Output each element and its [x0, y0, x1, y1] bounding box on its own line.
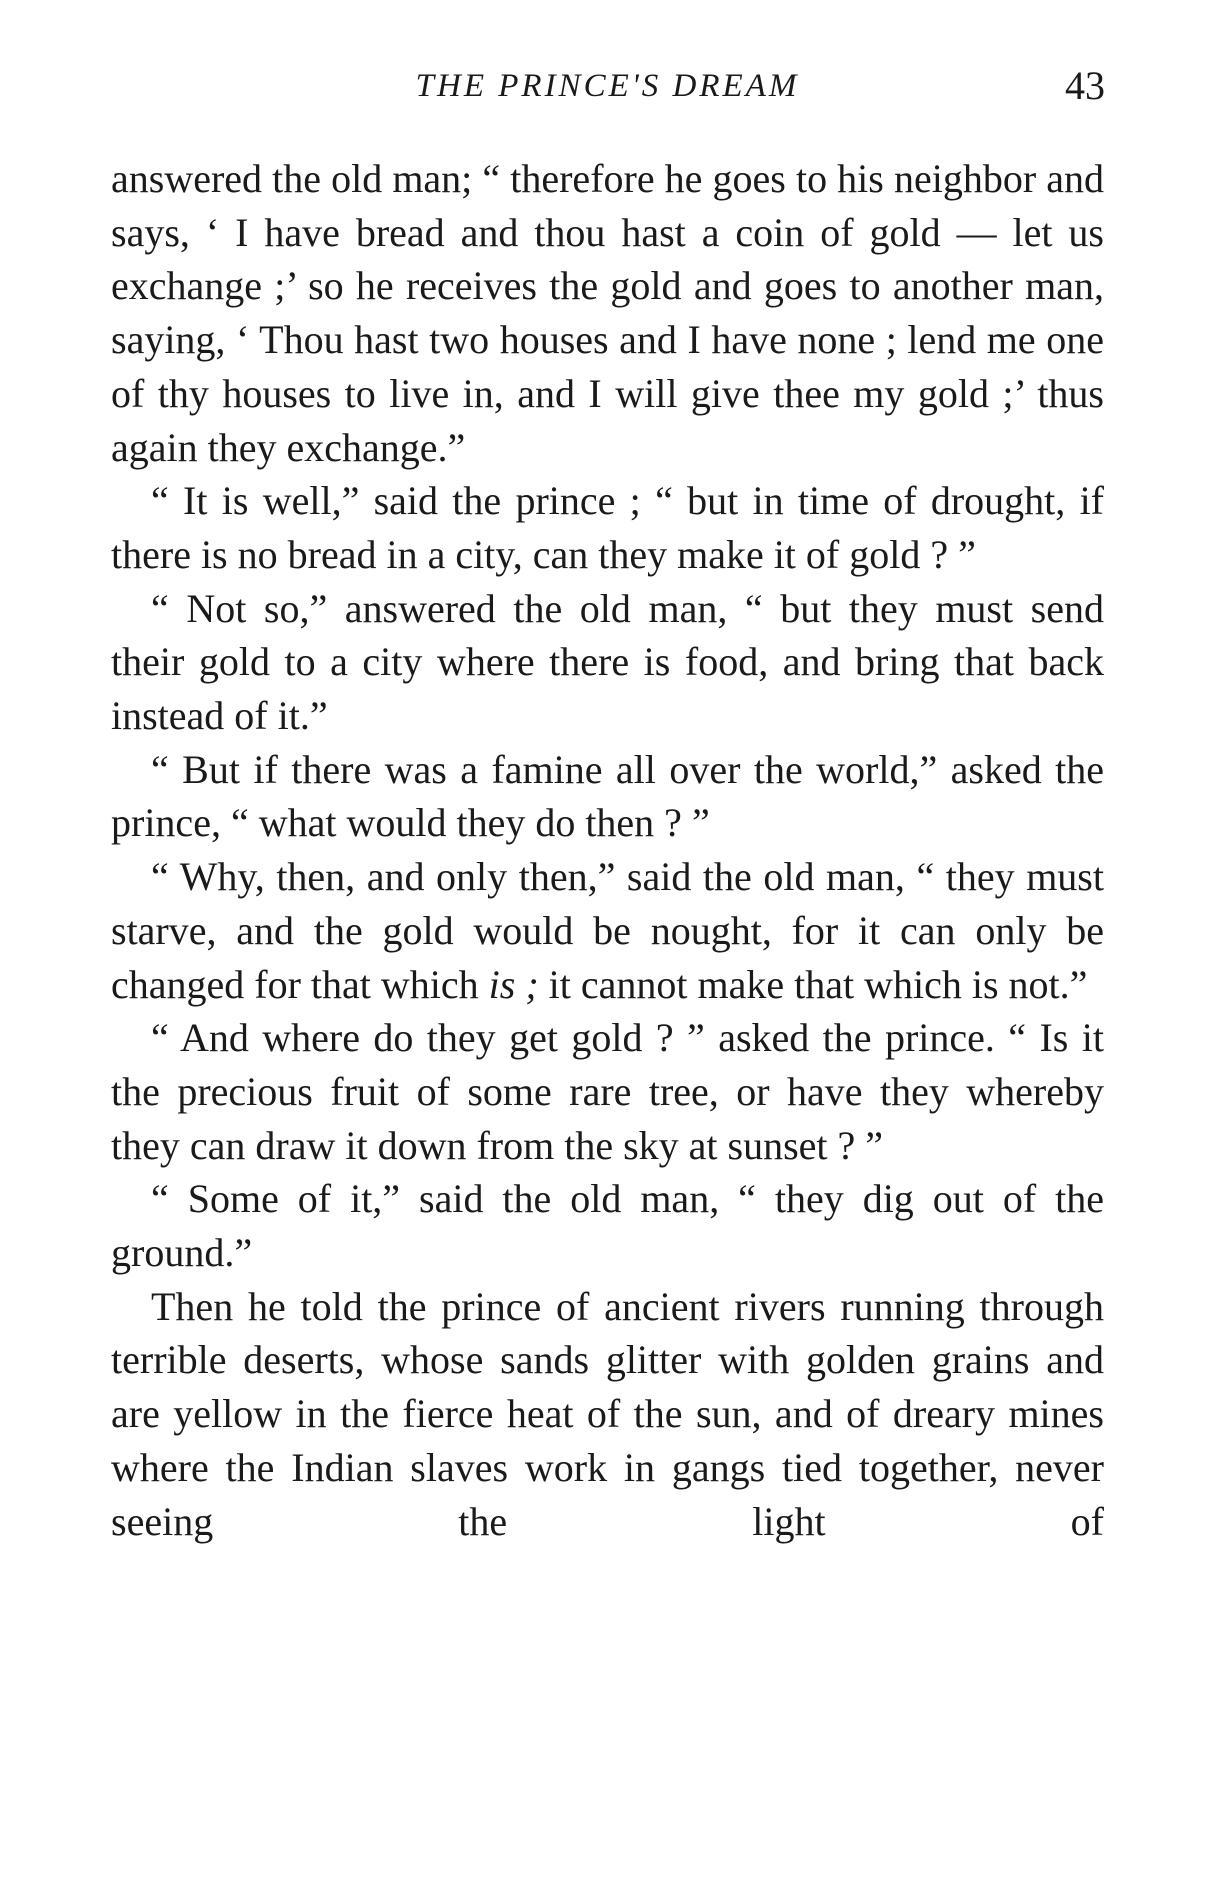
paragraph-5-text-before: “ Why, then, and only then,” said the old man, “ they must starve, and the gold would be nought, for it can only be changed for that which — [111, 854, 1104, 1007]
paragraph-5-text-after: it cannot make that which is not.” — [538, 961, 1088, 1007]
paragraph-1: answered the old man; “ therefore he goes to his neighbor and says, ‘ I have bread and thou hast a coin of gold — let us exchange ;’ so he receives the gold and goes to another man, saying, ‘ Thou hast two houses and I have none ; lend me one of thy houses to live in, and I will give thee my gold ;’ thus again they exchange.” — [111, 156, 1104, 470]
paragraph-4: “ But if there was a famine all over the world,” asked the prince, “ what would they do then ? ” — [111, 746, 1104, 846]
paragraph-8: Then he told the prince of ancient rivers running through terrible deserts, whose sands glitter with golden grains and are yellow in the fierce heat of the sun, and of dreary mines where the Indian slaves work in gangs tied together, never seeing the light of — [111, 1283, 1104, 1544]
paragraph-2: “ It is well,” said the prince ; “ but in time of drought, if there is no bread in a city, can they make it of gold ? ” — [111, 478, 1104, 577]
running-head — [110, 62, 1105, 122]
page-number: 43 — [1065, 63, 1105, 108]
paragraph-5-emphasis: is ; — [488, 961, 539, 1007]
paragraph-5 — [111, 850, 1104, 1011]
running-title: THE PRINCE'S DREAM — [415, 68, 800, 104]
paragraph-3: “ Not so,” answered the old man, “ but they must send their gold to a city where there is food, and bring that back instead of it.” — [111, 585, 1104, 739]
paragraph-6: “ And where do they get gold ? ” asked the prince. “ Is it the precious fruit of some rare tree, or have they whereby they can draw it down from the sky at sunset ? ” — [111, 1015, 1104, 1168]
body-text — [111, 152, 1104, 1548]
paragraph-7: “ Some of it,” said the old man, “ they dig out of the ground.” — [111, 1176, 1104, 1276]
